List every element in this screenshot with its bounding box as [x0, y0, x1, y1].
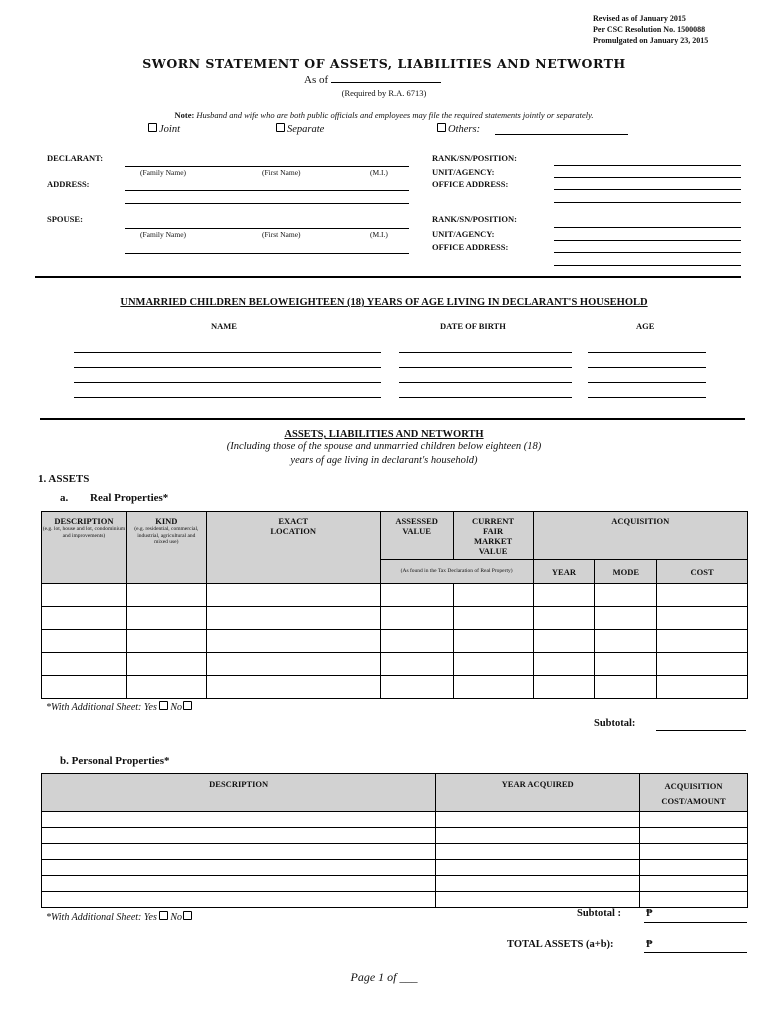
description-note: (e.g. lot, house and lot, condominium and improvements) [42, 526, 126, 539]
spouse-position-label: RANK/SN/POSITION: [432, 214, 518, 224]
peso-icon: ₱ [646, 908, 653, 919]
kind-note: (e.g. residential, commercial, industrial, agricultural and mixed use) [134, 526, 199, 545]
personal-properties-table [41, 773, 748, 908]
valuation-note-cell [380, 560, 533, 584]
spouse-position-line[interactable] [554, 227, 741, 228]
child-age-line[interactable] [588, 382, 706, 383]
revision-line: Per CSC Resolution No. 1500088 [593, 25, 706, 34]
separate-label: Separate [287, 124, 325, 135]
table-row[interactable] [42, 860, 748, 876]
table-row[interactable] [42, 607, 748, 630]
mode-header: MODE [595, 560, 657, 584]
page-number: Page 1 of ___ [350, 970, 418, 984]
child-age-line[interactable] [588, 397, 706, 398]
revision-line: Promulgated on January 23, 2015 [593, 36, 709, 45]
additional-sheet-label: *With Additional Sheet: Yes [46, 912, 157, 923]
valuation-note: (As found in the Tax Declaration of Real Property) [400, 568, 513, 575]
address-label: ADDRESS: [47, 179, 90, 189]
section-divider [35, 276, 741, 278]
note-label: Note: [174, 110, 195, 120]
office-line[interactable] [554, 202, 741, 203]
office-line[interactable] [554, 189, 741, 190]
first-name-caption: (First Name) [262, 168, 301, 177]
others-label: Others: [448, 124, 481, 135]
kind-label: KIND [155, 516, 178, 526]
family-name-caption: (Family Name) [140, 168, 187, 177]
total-assets-line[interactable] [644, 952, 747, 953]
unit-label: UNIT/AGENCY: [432, 167, 495, 177]
section-divider [40, 418, 745, 420]
aln-heading: ASSETS, LIABILITIES AND NETWORTH [284, 429, 484, 440]
children-name-header: NAME [211, 321, 237, 331]
year-header: YEAR [533, 560, 595, 584]
spouse-unit-label: UNIT/AGENCY: [432, 229, 495, 239]
no-label: No [170, 912, 183, 923]
kind-header [126, 512, 206, 584]
filing-note [0, 110, 768, 120]
personal-subtotal-line[interactable] [644, 922, 747, 923]
mi-caption: (M.I.) [370, 168, 388, 177]
yes-checkbox-icon[interactable] [159, 911, 168, 920]
required-by: (Required by R.A. 6713) [341, 88, 427, 98]
personal-subtotal-label: Subtotal : [577, 908, 622, 919]
pp-cost-header: ACQUISITION COST/AMOUNT [640, 774, 748, 812]
checkbox-icon[interactable] [276, 123, 285, 132]
acquisition-header [533, 512, 747, 560]
revision-line: Revised as of January 2015 [593, 14, 686, 23]
additional-sheet-label: *With Additional Sheet: Yes [46, 702, 157, 713]
child-dob-line[interactable] [399, 397, 572, 398]
note-text: Husband and wife who are both public officials and employees may file the required statements jointly or separately. [196, 110, 594, 120]
table-row[interactable] [42, 828, 748, 844]
no-checkbox-icon[interactable] [183, 701, 192, 710]
market-label: CURRENT FAIR MARKET VALUE [472, 516, 515, 556]
pp-year-header: YEAR ACQUIRED [436, 774, 640, 812]
child-name-line[interactable] [74, 382, 381, 383]
no-label: No [170, 702, 183, 713]
cost-header: COST [657, 560, 748, 584]
table-row[interactable] [42, 876, 748, 892]
spouse-unit-line[interactable] [554, 240, 741, 241]
aln-subtitle: (Including those of the spouse and unmarried children below eighteen (18) [226, 441, 542, 452]
office-label: OFFICE ADDRESS: [432, 179, 509, 189]
personal-additional-sheet [46, 911, 194, 923]
assessed-header [380, 512, 453, 560]
joint-checkbox[interactable] [148, 123, 180, 135]
real-properties-heading: Real Properties* [90, 492, 169, 504]
table-row[interactable] [42, 892, 748, 908]
others-line[interactable] [495, 134, 628, 135]
personal-properties-heading: b. Personal Properties* [60, 755, 170, 767]
pp-description-header: DESCRIPTION [42, 774, 436, 812]
child-dob-line[interactable] [399, 367, 572, 368]
others-checkbox[interactable] [437, 123, 480, 135]
table-row[interactable] [42, 653, 748, 676]
spouse-label: SPOUSE: [47, 214, 83, 224]
address-line[interactable] [125, 203, 409, 204]
table-row[interactable] [42, 676, 748, 699]
spouse-extra-line[interactable] [125, 253, 409, 254]
children-age-header: AGE [636, 321, 655, 331]
as-of-line[interactable] [331, 72, 441, 83]
family-name-caption: (Family Name) [140, 230, 187, 239]
spouse-office-label: OFFICE ADDRESS: [432, 242, 509, 252]
location-label: EXACT LOCATION [270, 516, 317, 536]
real-properties-prefix: a. [60, 492, 69, 504]
assets-heading: 1. ASSETS [38, 473, 90, 485]
description-header [42, 512, 127, 584]
children-heading: UNMARRIED CHILDREN BELOWEIGHTEEN (18) YEARS OF AGE LIVING IN DECLARANT'S HOUSEHOLD [120, 297, 648, 308]
spouse-office-line[interactable] [554, 265, 741, 266]
children-dob-header: DATE OF BIRTH [440, 321, 506, 331]
declarant-name-line[interactable] [125, 166, 409, 167]
table-row[interactable] [42, 584, 748, 607]
declarant-label: DECLARANT: [47, 153, 104, 163]
address-line[interactable] [125, 190, 409, 191]
total-assets-label: TOTAL ASSETS (a+b): [507, 939, 614, 950]
child-age-line[interactable] [588, 352, 706, 353]
child-dob-line[interactable] [399, 352, 572, 353]
real-properties-table [41, 511, 748, 699]
description-label: DESCRIPTION [54, 516, 114, 526]
first-name-caption: (First Name) [262, 230, 301, 239]
child-name-line[interactable] [74, 397, 381, 398]
position-label: RANK/SN/POSITION: [432, 153, 518, 163]
unit-line[interactable] [554, 177, 741, 178]
checkbox-icon[interactable] [148, 123, 157, 132]
checkbox-icon[interactable] [437, 123, 446, 132]
revision-note [593, 13, 708, 46]
aln-subtitle: years of age living in declarant's household) [290, 455, 478, 466]
yes-checkbox-icon[interactable] [159, 701, 168, 710]
as-of-label: As of [304, 74, 329, 86]
spouse-name-line[interactable] [125, 228, 409, 229]
real-additional-sheet [46, 701, 194, 713]
real-subtotal-label: Subtotal: [594, 718, 636, 729]
as-of-field[interactable] [304, 72, 441, 86]
table-row[interactable] [42, 812, 748, 828]
table-row[interactable] [42, 844, 748, 860]
child-name-line[interactable] [74, 367, 381, 368]
assessed-label: ASSESSED VALUE [395, 516, 438, 536]
location-header [206, 512, 380, 584]
market-header [453, 512, 533, 560]
acquisition-label: ACQUISITION [611, 516, 670, 526]
child-age-line[interactable] [588, 367, 706, 368]
real-subtotal-line[interactable] [656, 730, 746, 731]
separate-checkbox[interactable] [276, 123, 324, 135]
spouse-office-line[interactable] [554, 252, 741, 253]
child-name-line[interactable] [74, 352, 381, 353]
table-row[interactable] [42, 630, 748, 653]
peso-icon: ₱ [646, 939, 653, 950]
form-title: SWORN STATEMENT OF ASSETS, LIABILITIES AND NETWORTH [142, 56, 626, 71]
child-dob-line[interactable] [399, 382, 572, 383]
joint-label: Joint [159, 124, 180, 135]
position-line[interactable] [554, 165, 741, 166]
mi-caption: (M.I.) [370, 230, 388, 239]
no-checkbox-icon[interactable] [183, 911, 192, 920]
